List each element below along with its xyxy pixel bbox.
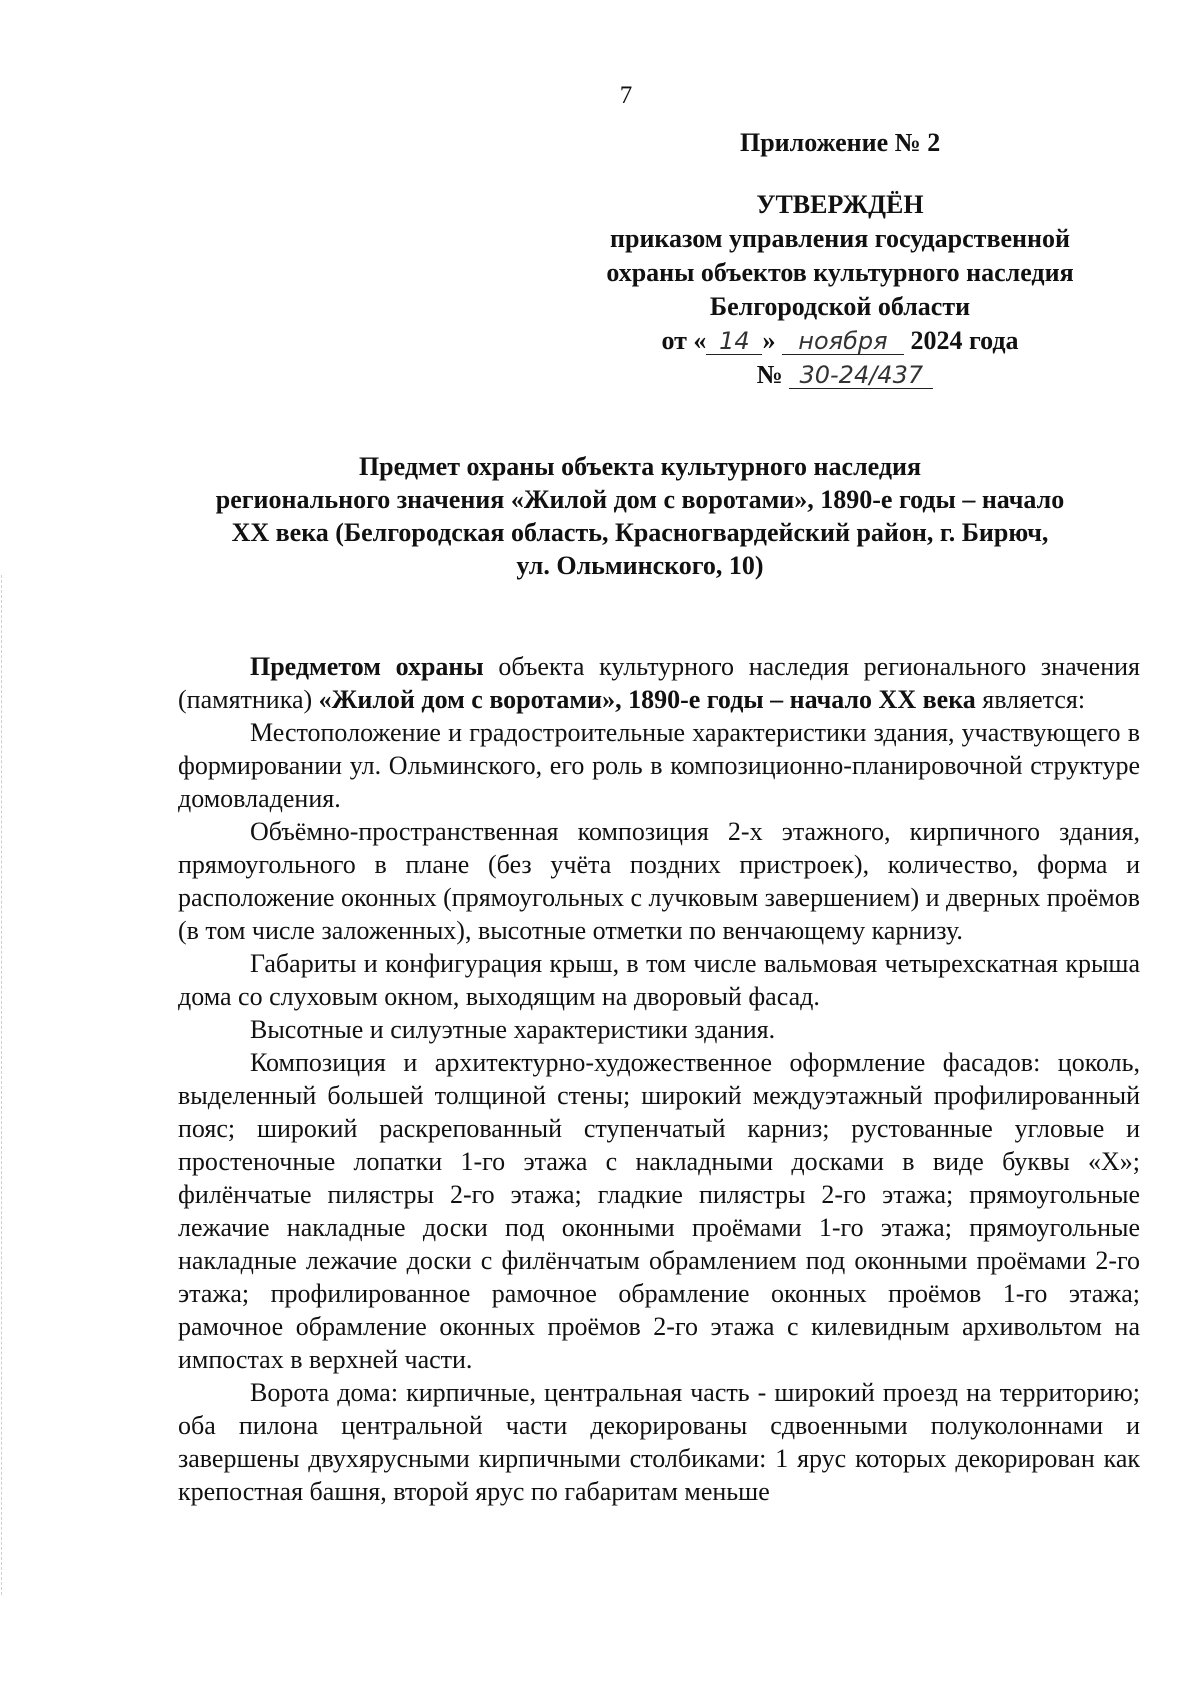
title-line-3: XX века (Белгородская область, Красногвардейский район, г. Бирюч, — [231, 518, 1049, 547]
paragraph-roofs: Габариты и конфигурация крыш, в том числе вальмовая четырехскатная крыша дома со слуховым окном, выходящим на дворовый фасад. — [178, 949, 1140, 1011]
intro-bold-lead: Предметом охраны — [250, 652, 484, 681]
title-line-4: ул. Ольминского, 10) — [516, 551, 764, 580]
approval-line-2: охраны объектов культурного наследия — [606, 258, 1074, 287]
paragraph-silhouette: Высотные и силуэтные характеристики здания. — [250, 1015, 776, 1044]
approval-line-1: приказом управления государственной — [610, 224, 1070, 253]
paragraph-facades: Композиция и архитектурно-художественное оформление фасадов: цоколь, выделенный большей толщиной стены; широкий междуэтажный профилированный пояс; широкий раскрепованный ступенчатый карниз; рустованные угловые и простеночные лопатки 1-го этажа с накладными досками в виде буквы «Х»; филёнчатые пилястры 2-го этажа; гладкие пилястры 2-го этажа; прямоугольные лежачие накладные доски под оконными проёмами 1-го этажа; прямоугольные накладные лежачие доски с филёнчатым обрамлением под оконными проёмами 2-го этажа; профилированное рамочное обрамление оконных проёмов 1-го этажа; рамочное обрамление оконных проёмов 2-го этажа с килевидным архивольтом на импостах в верхней части. — [178, 1048, 1140, 1374]
date-prefix: от « — [661, 326, 707, 355]
paragraph-gates: Ворота дома: кирпичные, центральная часть - широкий проезд на территорию; оба пилона центральной части декорированы сдвоенными полуколоннами и завершены двухярусными кирпичными столбиками: 1 ярус которых декорирован как крепостная башня, второй ярус по габаритам меньше — [178, 1378, 1140, 1506]
intro-end: является: — [975, 685, 1086, 714]
approval-heading: УТВЕРЖДЁН — [756, 190, 924, 219]
intro-bold-object: «Жилой дом с воротами», 1890-е годы – начало XX века — [318, 685, 976, 714]
date-mid: » — [762, 326, 776, 355]
number-prefix: № — [756, 360, 783, 389]
scan-edge-marks — [1, 575, 2, 1595]
approval-line-3: Белгородской области — [709, 292, 971, 321]
appendix-label: Приложение № 2 — [740, 128, 941, 157]
paragraph-location: Местоположение и градостроительные характеристики здания, участвующего в формировании ул. Ольминского, его роль в композиционно-планировочной структуре домовладения. — [178, 718, 1140, 813]
title-line-1: Предмет охраны объекта культурного наследия — [358, 452, 922, 481]
document-body — [178, 650, 1140, 1508]
approval-date — [560, 324, 1120, 358]
title-line-2: регионального значения «Жилой дом с воротами», 1890-е годы – начало — [215, 485, 1065, 514]
intro-text: объекта культурного наследия регионального значения (памятника) — [178, 652, 1140, 714]
handwritten-number: 30-24/437 — [789, 362, 933, 389]
handwritten-day: 14 — [706, 328, 762, 355]
paragraph-intro — [178, 650, 1140, 716]
approval-number — [560, 358, 1120, 392]
paragraph-composition: Объёмно-пространственная композиция 2-х этажного, кирпичного здания, прямоугольного в плане (без учёта поздних пристроек), количество, форма и расположение оконных (прямоугольных с лучковым завершением) и дверных проёмов (в том числе заложенных), высотные отметки по венчающему карнизу. — [178, 817, 1140, 945]
date-suffix: 2024 года — [910, 326, 1019, 355]
approval-block — [560, 188, 1120, 392]
handwritten-month: ноября — [782, 328, 904, 355]
page-number: 7 — [619, 82, 633, 109]
document-title — [160, 450, 1120, 582]
